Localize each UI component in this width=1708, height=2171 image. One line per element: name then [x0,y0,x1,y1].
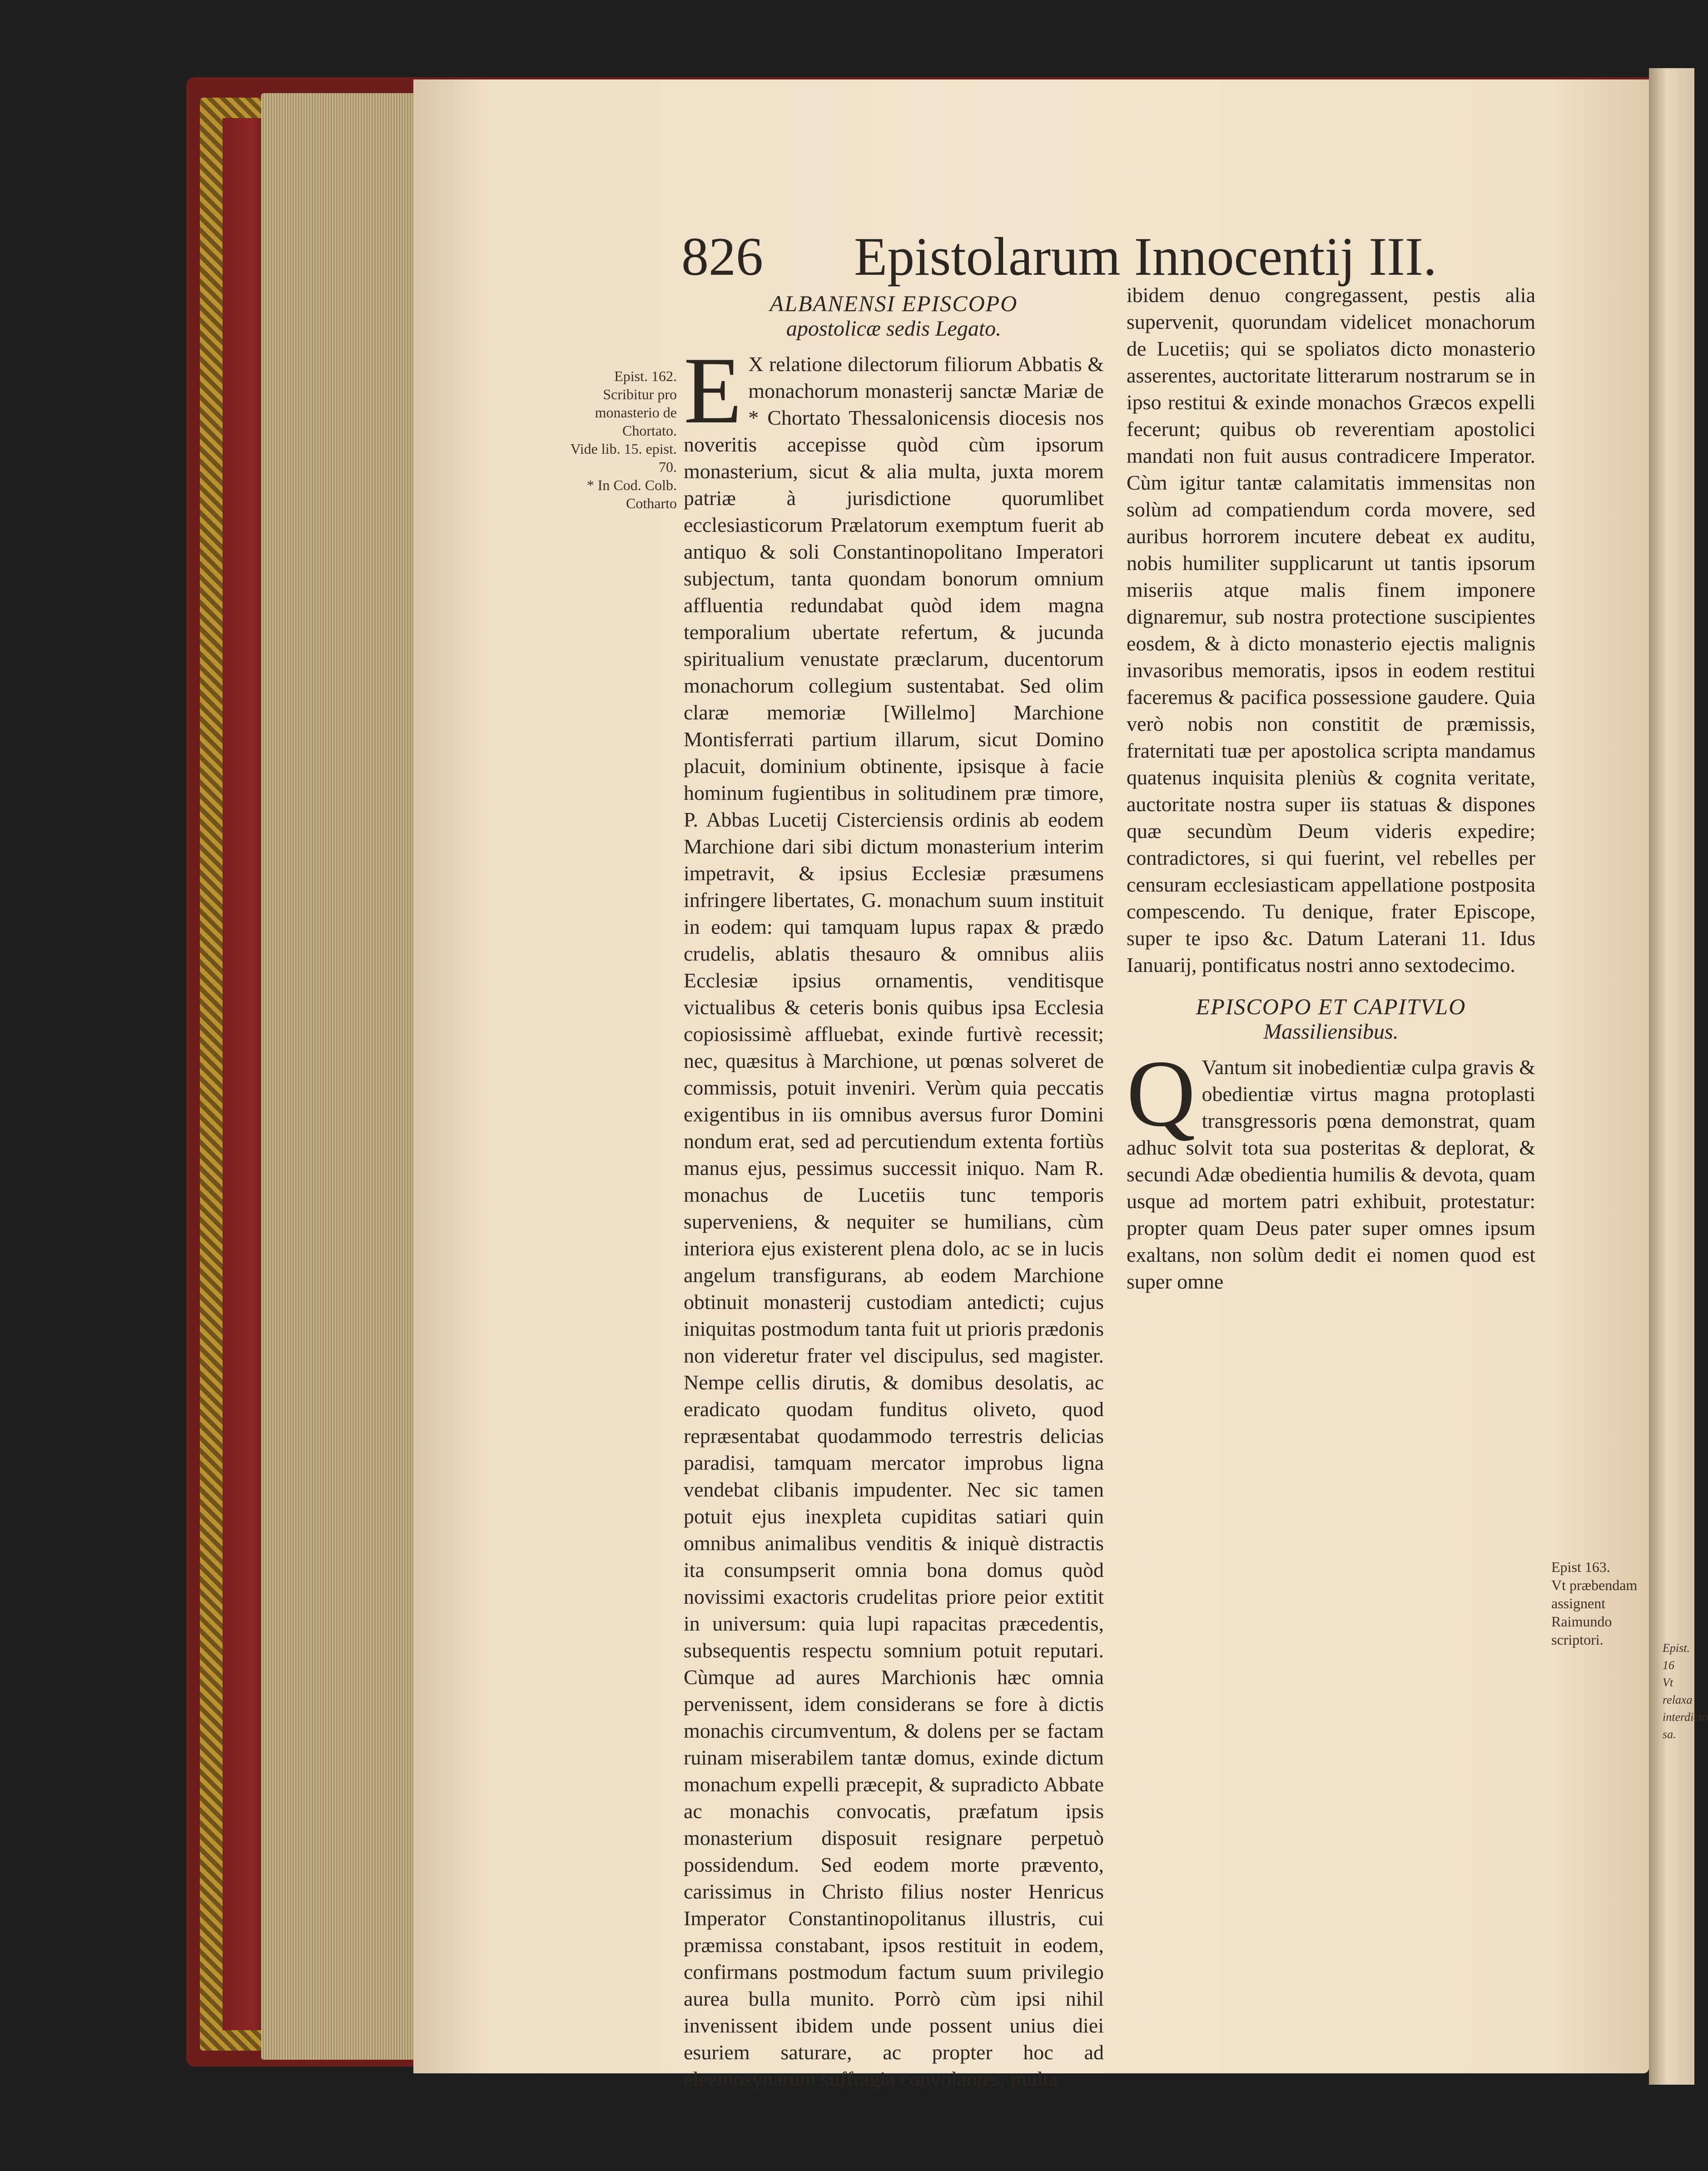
page-header [681,223,1454,291]
letter-162-addressee-title: apostolicæ sedis Legato. [786,317,1002,341]
letter-163-addressee-place: Massiliensibus. [1263,1020,1399,1044]
facing-page-edge [1649,68,1708,2085]
letter-163-dropcap: Q [1127,1041,1196,1146]
letter-162-heading [684,291,1104,342]
margin-note-epist-162: Epist. 162. Scribitur pro monasterio de Chortato. Vide lib. 15. epist. 70. * In Cod. Colb. Cotharto [570,368,677,511]
letter-163-addressee: EPISCOPO ET CAPITVLO [1196,994,1466,1019]
page-edges [261,93,416,2060]
letter-163-text [1127,1041,1535,1295]
letter-163-heading [1127,994,1535,1045]
margin-note-epist-163: Epist 163. Vt præbendam assignent Raimundo scriptori. [1551,1559,1638,1648]
letter-162-text [684,338,1104,2092]
letter-162-dropcap: E [684,338,742,443]
text-column-right [1127,282,1535,1295]
letter-163-body: Vantum sit inobedientiæ culpa gravis & obedientiæ virtus magna protoplasti transgressoris pœna demonstrat, quam adhuc solvit tota sua posteritas & deplorat, & secundi Adæ obedientia humilis & devota, quam usque ad mortem patri exhibuit, protestatur: propter quam Deus pater super omnes ipsum exaltans, non solùm dedit ei nomen quod est super omne [1127,1056,1535,1293]
page-number: 826 [681,226,763,287]
letter-162-body: X relatione dilectorum filiorum Abbatis & monachorum monasterij sanctæ Mariæ de * Chortato Thessalonicensis diocesis nos noveritis accepisse quòd cùm ipsorum monasterium, sicut & alia multa, juxta morem patriæ à jurisdictione quorumlibet ecclesiasticorum Prælatorum exemptum fuerit ab antiquo & soli Constantinopolitano Imperatori subjectum, tanta quondam bonorum omnium affluentia redundabat quòd idem magna temporalium ubertate refertum, & jucunda spiritualium venustate præclarum, ducentorum monachorum collegium sustentabat. Sed olim claræ memoriæ [Willelmo] Marchione Montisferrati partium illarum, sicut Domino placuit, dominium obtinente, ipsisque à facie hominum fugientibus in solitudinem præ timore, P. Abbas Lucetij Cisterciensis ordinis ab eodem Marchione dari sibi dictum monasterium interim impetravit, & ipsius Ecclesiæ præsumens infringere libertates, G. monachum suum instituit in eodem: qui tamquam lupus rapax & prædo crudelis, ablatis thesauro & omnibus aliis Ecclesiæ ipsius ornamentis, venditisque victualibus & ceteris bonis quibus ipsa Ecclesia copiosissimè affluebat, exinde furtivè recessit; nec, quæsitus à Marchione, ut pœnas solveret de commissis, potuit inveniri. Verùm quia peccatis exigentibus in iis omnibus aversus furor Domini nondum erat, sed ad percutiendum extenta fortiùs manus ejus, pessimus successit iniquo. Nam R. monachus de Lucetiis tunc temporis superveniens, & nequiter se humilians, cùm interiora ejus existerent plena dolo, ac se in lucis angelum transfigurans, ab eodem Marchione obtinuit monasterij custodiam antedicti; cujus iniquitas postmodum tanta fuit ut prioris prædonis non videretur frater vel discipulus, sed magister. Nempe cellis dirutis, & domibus desolatis, ac eradicato quodam funditus oliveto, quod repræsentabat quodammodo terrestris delicias paradisi, tamquam mercator improbus ligna vendebat clibanis impudenter. Nec sic tamen potuit ejus inexpleta cupiditas satiari quin omnibus animalibus venditis & iniquè distractis ita consumpserit omnia bona domus quòd novissimi exactoris crudelitas priore peior extitit in universum: quia lupi rapacitas præcedentis, subsequentis respectu somnium potuit reputari. Cùmque ad aures Marchionis hæc omnia pervenissent, idem considerans se fore à dictis monachis circumventum, & dolens per se factam ruinam miserabilem tantæ domus, exinde dictum monachum expelli præcepit, & supradicto Abbate ac monachis convocatis, præfatum ipsis monasterium disposuit resignare perpetuò possidendum. Sed eodem morte prævento, carissimus in Christo filius noster Henricus Imperator Constantinopolitanus illustris, cui præmissa constabant, ipsos restituit in eodem, confirmans postmodum factum suum privilegio aurea bulla munito. Porrò cùm ipsi nihil invenissent ibidem unde possent unius diei esuriem saturare, ac propter hoc ad eleemosynarum suffragia convolantes, multa [684,352,1104,2091]
letter-162-continued: ibidem denuo congregassent, pestis alia supervenit, quorundam videlicet monachorum de Lucetiis; qui se spoliatos dicto monasterio asserentes, auctoritate litterarum nostrarum se in ipso restitui & exinde monachos Græcos expelli fecerunt; quibus ob reverentiam apostolici mandati non fuit ausus contradicere Imperator. Cùm igitur tantæ calamitatis immensitas non solùm ad compatiendum corda movere, sed auribus horrorem incutere debeat ex auditu, nobis humiliter supplicarunt ut tantis ipsorum miseriis atque malis finem imponere dignaremur, sub nostra protectione suscipientes eosdem, & à dicto monasterio ejectis malignis invasoribus memoratis, ipsos in eodem restitui faceremus & pacifica possessione gaudere. Quia verò nobis non constitit de præmissis, fraternitati tuæ per apostolica scripta mandamus quatenus inquisita pleniùs & cognita veritate, auctoritate nostra super iis statuas & dispones quæ secundùm Deum videris expedire; contradictores, si qui fuerint, vel rebelles per censuram ecclesiasticam appellatione postposita compescendo. Tu denique, frater Episcope, super te ipso &c. Datum Laterani 11. Idus Ianuarij, pontificatus nostri anno sextodecimo. [1127,283,1535,976]
facing-page-margin-note: Epist. 16 Vt relaxa interdicto sa. [1663,1641,1708,1741]
running-title: Epistolarum Innocentij III. [854,226,1437,287]
letter-162-addressee: ALBANENSI EPISCOPO [770,291,1018,316]
text-column-left [684,291,1104,2092]
